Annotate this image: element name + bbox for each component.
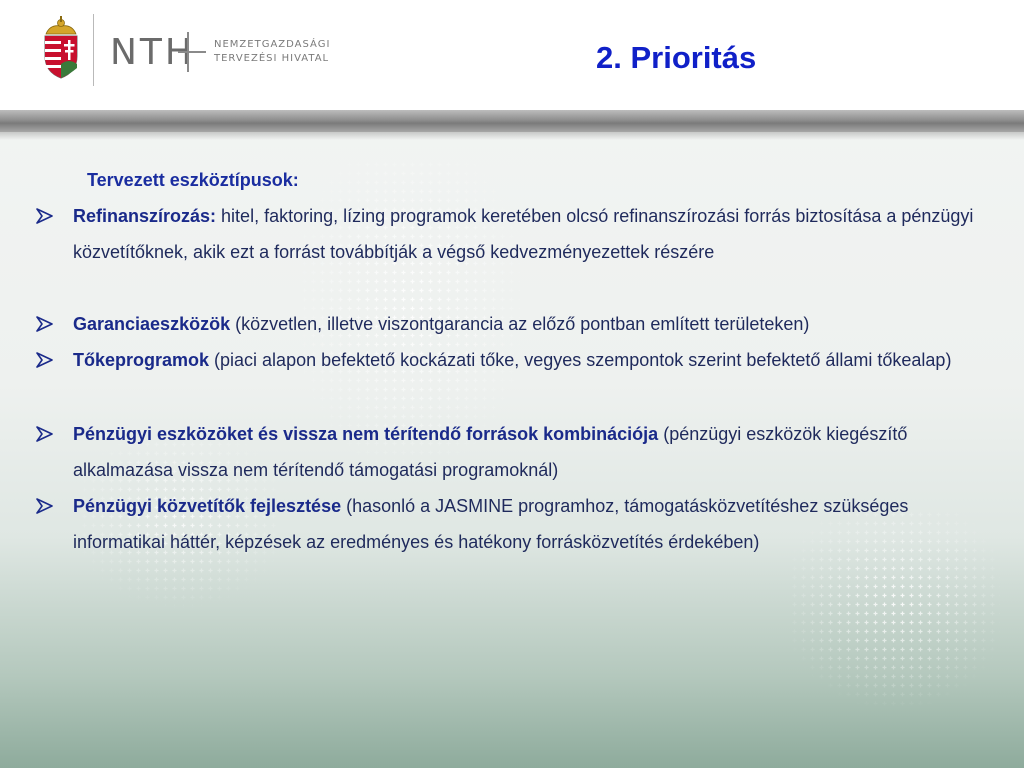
bullet-desc: hitel, faktoring, lízing programok keretében olcsó refinanszírozási forrás biztosítása a pénzügyi közvetítőknek, akik ezt a forrást továbbítják a végső kedvezményezettek részére [73, 206, 974, 262]
content-subtitle: Tervezett eszköztípusok: [87, 170, 299, 190]
band-shadow [0, 132, 1024, 140]
arrow-bullet-icon [36, 316, 54, 332]
logo-subtitle-line2: TERVEZÉSI HIVATAL [214, 53, 330, 64]
bullet-bold: Refinanszírozás: [73, 206, 217, 226]
bullet-bold: Pénzügyi eszközöket és vissza nem térítendő források kombinációja [73, 424, 659, 444]
bullet-text [73, 416, 978, 488]
logo-subtitle [214, 38, 330, 66]
bullet-desc: (piaci alapon befektető kockázati tőke, vegyes szempontok szerint befektető állami tőkealap) [209, 350, 952, 370]
bullet-text [73, 306, 978, 342]
arrow-bullet-icon [36, 498, 54, 514]
hungarian-coat-of-arms-icon [40, 16, 82, 80]
page-title: 2. Prioritás [596, 40, 757, 75]
arrow-bullet-icon [36, 426, 54, 442]
bullet-text [73, 488, 978, 560]
bullet-bold: Tőkeprogramok [73, 350, 210, 370]
bullet-desc: (közvetlen, illetve viszontgarancia az előző pontban említett területeken) [230, 314, 810, 334]
logo-divider [93, 14, 94, 86]
bullet-desc: (hasonló a JASMINE programhoz, támogatásközvetítéshez szükséges informatikai háttér, képzések az eredményes és hatékony forrásközvetítés érdekében) [73, 496, 909, 552]
arrow-bullet-icon [36, 352, 54, 368]
bullet-text [73, 342, 978, 378]
logo-subtitle-line1: NEMZETGAZDASÁGI [214, 39, 331, 50]
bullet-desc: (pénzügyi eszközök kiegészítő alkalmazása vissza nem térítendő támogatási programoknál) [73, 424, 908, 480]
bullet-bold: Pénzügyi közvetítők fejlesztése [73, 496, 342, 516]
arrow-bullet-icon [36, 208, 54, 224]
logo-text: NTH [110, 32, 195, 73]
logo-cross-icon [178, 30, 208, 74]
bullet-bold: Garanciaeszközök [73, 314, 231, 334]
header-divider-band [0, 110, 1024, 132]
bullet-text [73, 198, 978, 270]
